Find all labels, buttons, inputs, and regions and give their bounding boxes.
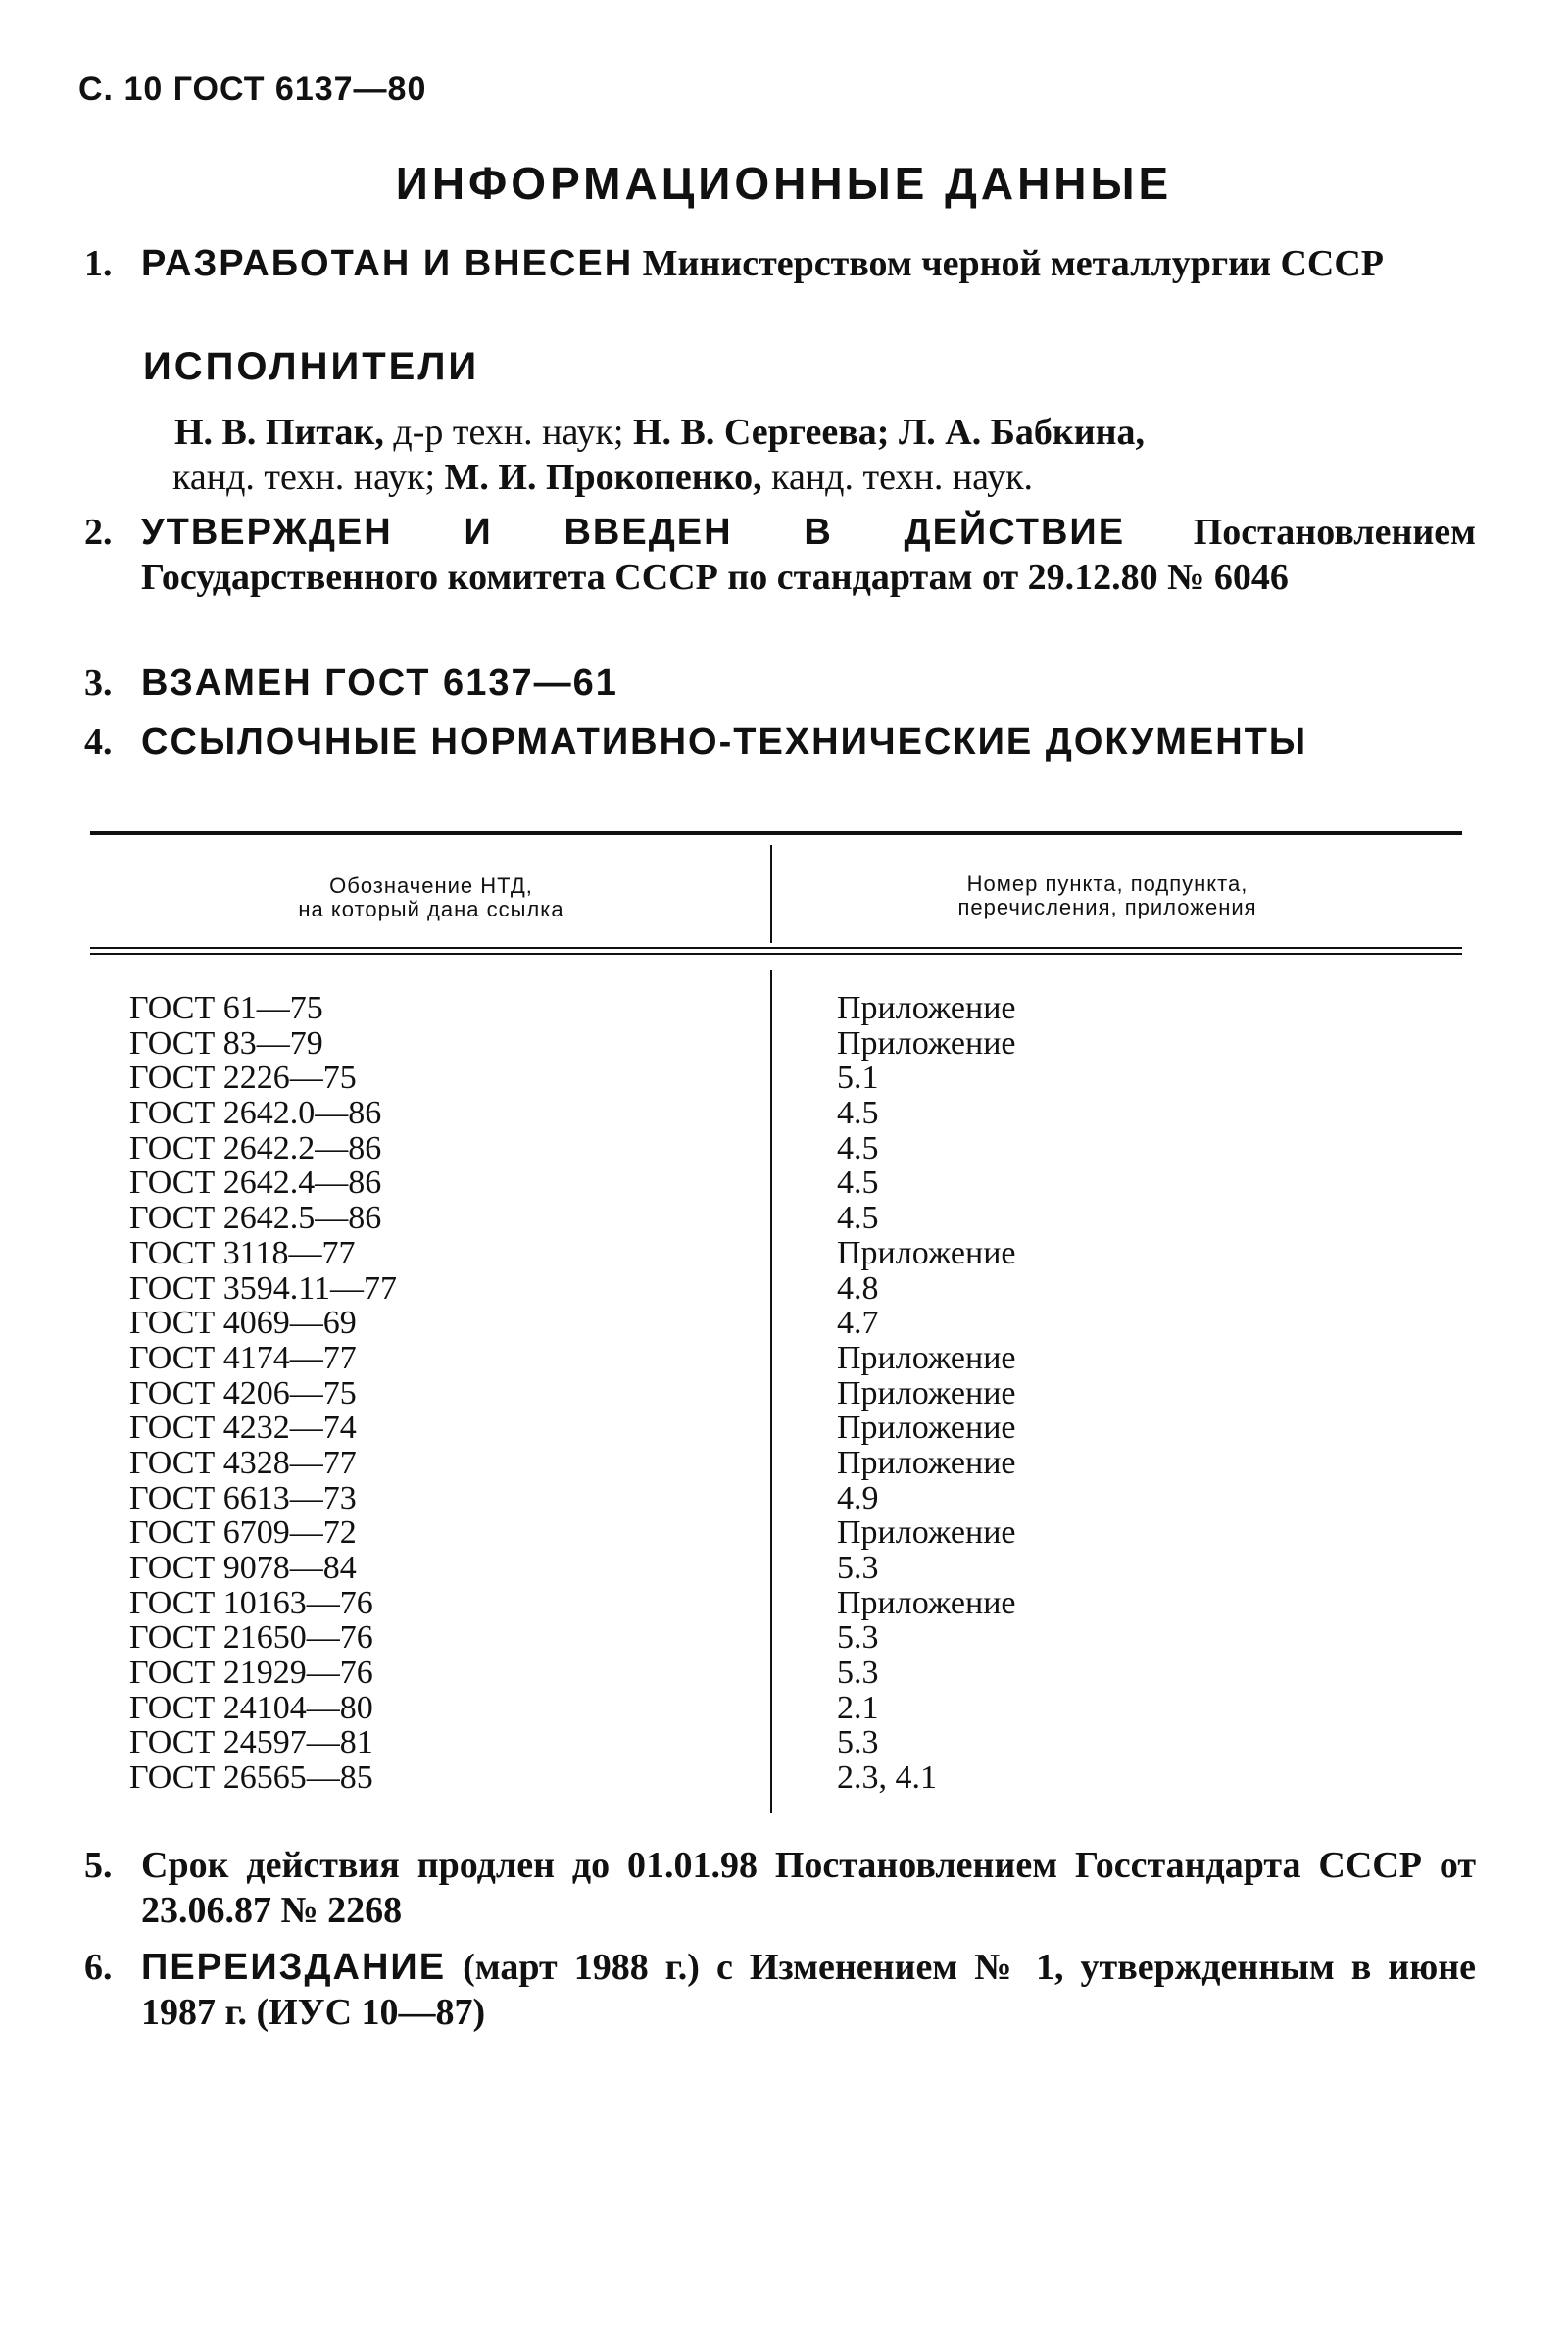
table-header-divider: [770, 845, 772, 943]
table-cell-document: ГОСТ 83—79: [129, 1024, 323, 1062]
section-reissue: [84, 1945, 1476, 2035]
section-developed: [84, 241, 1476, 286]
table-cell-document: ГОСТ 26565—85: [129, 1759, 373, 1797]
table-cell-clause: 5.3: [837, 1724, 879, 1761]
section-text: Срок действия продлен до 01.01.98 Постановлением Госстандарта СССР от 23.06.87 № 2268: [141, 1845, 1476, 1931]
section-lead: ССЫЛОЧНЫЕ НОРМАТИВНО-ТЕХНИЧЕСКИЕ ДОКУМЕНТЫ: [141, 721, 1308, 763]
page-title: ИНФОРМАЦИОННЫЕ ДАННЫЕ: [395, 158, 1173, 209]
table-cell-document: ГОСТ 21650—76: [129, 1619, 373, 1657]
section-lead: ПЕРЕИЗДАНИЕ: [141, 1947, 447, 1988]
table-cell-document: ГОСТ 4069—69: [129, 1305, 357, 1342]
table-cell-document: ГОСТ 4174—77: [129, 1339, 357, 1376]
table-cell-clause: 4.5: [837, 1164, 879, 1202]
table-cell-document: ГОСТ 9078—84: [129, 1550, 357, 1586]
table-cell-clause: 2.3, 4.1: [837, 1759, 937, 1797]
table-cell-document: ГОСТ 4206—75: [129, 1374, 357, 1411]
section-text: Постановлением Государственного комитета СССР по стандартам от 29.12.80 № 6046: [141, 512, 1476, 598]
table-cell-document: ГОСТ 24104—80: [129, 1689, 373, 1726]
section-lead: РАЗРАБОТАН И ВНЕСЕН: [141, 243, 634, 284]
table-body-divider: [770, 970, 772, 1813]
table-cell-document: ГОСТ 3594.11—77: [129, 1269, 397, 1307]
table-cell-clause: Приложение: [837, 1514, 1016, 1552]
table-cell-document: ГОСТ 2642.0—86: [129, 1095, 382, 1132]
section-lead: УТВЕРЖДЕН И ВВЕДЕН В ДЕЙСТВИЕ: [141, 512, 1126, 553]
table-cell-clause: Приложение: [837, 1374, 1016, 1411]
section-validity: [84, 1843, 1476, 1933]
section-replaces: [84, 661, 1476, 706]
table-cell-clause: 4.5: [837, 1200, 879, 1237]
table-cell-clause: Приложение: [837, 1339, 1016, 1376]
table-cell-document: ГОСТ 4328—77: [129, 1444, 357, 1481]
table-cell-clause: Приложение: [837, 1234, 1016, 1271]
performer-name: Н. В. Питак,: [174, 412, 384, 453]
performers-heading: ИСПОЛНИТЕЛИ: [143, 345, 480, 388]
table-cell-clause: 4.5: [837, 1129, 879, 1166]
page-header: С. 10 ГОСТ 6137—80: [78, 71, 427, 108]
table-top-rule: [90, 831, 1462, 835]
section-lead: ВЗАМЕН ГОСТ 6137—61: [141, 663, 618, 704]
table-cell-clause: Приложение: [837, 1444, 1016, 1481]
section-text: (март 1988 г.) с Изменением № 1, утвержденным в июне 1987 г. (ИУС 10—87): [141, 1947, 1476, 2033]
table-header-document: [157, 874, 706, 921]
table-cell-clause: 4.8: [837, 1269, 879, 1307]
table-header-clause-label: Номер пункта, подпункта, перечисления, приложения: [957, 871, 1257, 919]
section-number: 5.: [84, 1845, 113, 1886]
table-cell-document: ГОСТ 2226—75: [129, 1060, 357, 1097]
section-text: Министерством черной металлургии СССР: [633, 243, 1384, 284]
performers-list: [174, 410, 1468, 500]
section-number: 1.: [84, 243, 113, 284]
table-cell-document: ГОСТ 3118—77: [129, 1234, 356, 1271]
table-cell-clause: 5.1: [837, 1060, 879, 1097]
table-cell-clause: Приложение: [837, 1584, 1016, 1621]
performer-degree: канд. техн. наук;: [172, 457, 445, 498]
table-document-column: [129, 991, 397, 1796]
table-cell-document: ГОСТ 2642.5—86: [129, 1200, 382, 1237]
table-clause-column: [837, 991, 1015, 1796]
table-header-rule-double: [90, 953, 1462, 955]
table-cell-clause: Приложение: [837, 990, 1016, 1026]
table-cell-clause: 4.9: [837, 1479, 879, 1516]
table-cell-clause: 5.3: [837, 1550, 879, 1586]
table-cell-clause: 4.5: [837, 1095, 879, 1132]
table-cell-clause: Приложение: [837, 1024, 1016, 1062]
table-cell-document: ГОСТ 24597—81: [129, 1724, 373, 1761]
section-number: 2.: [84, 512, 113, 553]
table-cell-document: ГОСТ 4232—74: [129, 1410, 357, 1447]
table-cell-clause: 2.1: [837, 1689, 879, 1726]
section-number: 6.: [84, 1947, 113, 1988]
table-cell-clause: Приложение: [837, 1410, 1016, 1447]
section-references: [84, 719, 1476, 765]
section-number: 4.: [84, 721, 113, 763]
table-cell-clause: 4.7: [837, 1305, 879, 1342]
table-header-clause: [813, 872, 1401, 919]
table-header-rule: [90, 947, 1462, 949]
section-number: 3.: [84, 663, 113, 704]
performer-degree: канд. техн. наук.: [761, 457, 1034, 498]
table-cell-document: ГОСТ 2642.4—86: [129, 1164, 382, 1202]
performer-name: Н. В. Сергеева; Л. А. Бабкина,: [632, 412, 1146, 453]
table-cell-document: ГОСТ 6613—73: [129, 1479, 357, 1516]
performer-degree: д-р техн. наук;: [383, 412, 633, 453]
performer-name: М. И. Прокопенко,: [444, 457, 762, 498]
table-cell-document: ГОСТ 21929—76: [129, 1655, 373, 1692]
table-cell-document: ГОСТ 61—75: [129, 990, 323, 1026]
table-cell-clause: 5.3: [837, 1655, 879, 1692]
section-approved: [84, 510, 1476, 600]
table-header-document-label: Обозначение НТД, на который дана ссылка: [298, 873, 564, 921]
table-cell-document: ГОСТ 2642.2—86: [129, 1129, 382, 1166]
table-cell-clause: 5.3: [837, 1619, 879, 1657]
table-cell-document: ГОСТ 10163—76: [129, 1584, 373, 1621]
table-cell-document: ГОСТ 6709—72: [129, 1514, 357, 1552]
